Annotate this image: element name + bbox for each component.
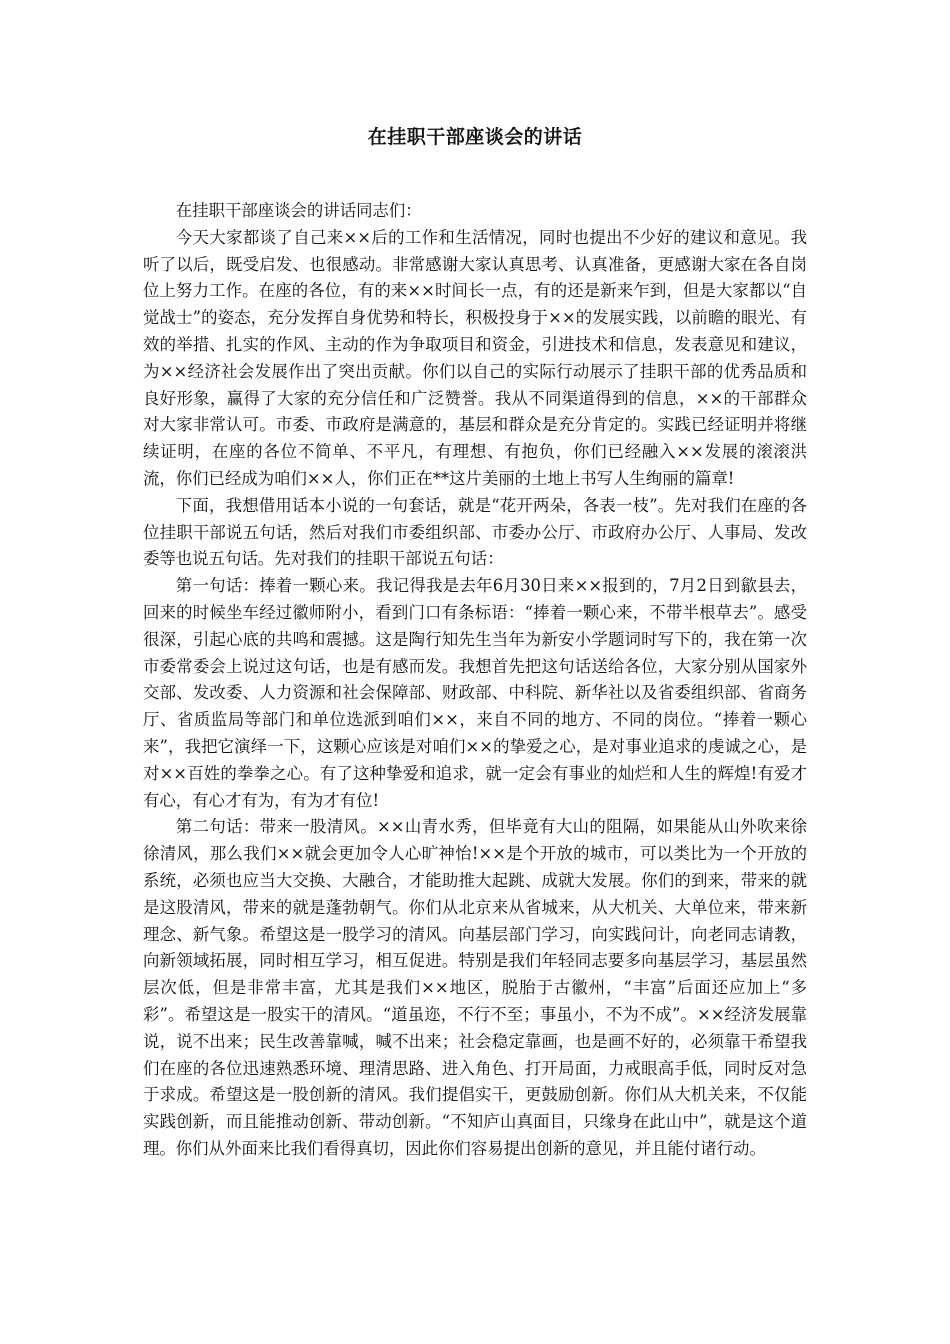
paragraph-opening: 今天大家都谈了自己来××后的工作和生活情况，同时也提出不少好的建议和意见。我听了以后，既受启发、也很感动。非常感谢大家认真思考、认真准备，更感谢大家在各自岗位上努力工作。在座的各位，有的来××时间长一点，有的还是新来乍到，但是大家都以“自觉战士”的姿态，充分发挥自身优势和特长，积极投身于××的发展实践，以前瞻的眼光、有效的举措、扎实的作风、主动的作为争取项目和资金，引进技术和信息，发表意见和建议，为××经济社会发展作出了突出贡献。你们以自己的实际行动展示了挂职干部的优秀品质和良好形象，赢得了大家的充分信任和广泛赞誉。我从不同渠道得到的信息，××的干部群众对大家非常认可。市委、市政府是满意的，基层和群众是充分肯定的。实践已经证明并将继续证明，在座的各位不简单、不平凡，有理想、有抱负，你们已经融入××发展的滚滚洪流，你们已经成为咱们××人，你们正在**这片美丽的土地上书写人生绚丽的篇章! bbox=[143, 227, 807, 488]
paragraph-transition: 下面，我想借用话本小说的一句套话，就是“花开两朵，各表一枝”。先对我们在座的各位挂职干部说五句话，然后对我们市委组织部、市委办公厅、市政府办公厅、人事局、发改委等也说五句话。先对我们的挂职干部说五句话： bbox=[143, 495, 807, 569]
document-body bbox=[143, 198, 807, 1163]
document-title: 在挂职干部座谈会的讲话 bbox=[367, 126, 583, 148]
paragraph-salutation: 在挂职干部座谈会的讲话同志们： bbox=[175, 201, 422, 220]
paragraph-second-point: 第二句话：带来一股清风。××山青水秀，但毕竟有大山的阻隔，如果能从山外吹来徐徐清风，那么我们××就会更加令人心旷神怡!××是个开放的城市，可以类比为一个开放的系统，必须也应当大交换、大融合，才能助推大起跳、成就大发展。你们的到来，带来的就是这股清风，带来的就是蓬勃朝气。你们从北京来从省城来，从大机关、大单位来，带来新理念、新气象。希望这是一股学习的清风。向基层部门学习，向实践问计，向老同志请教，向新领域拓展，同时相互学习，相互促进。特别是我们年轻同志要多向基层学习，基层虽然层次低，但是非常丰富，尤其是我们××地区，脱胎于古徽州，“丰富”后面还应加上“多彩”。希望这是一股实干的清风。“道虽迩，不行不至；事虽小，不为不成”。××经济发展靠说，说不出来；民生改善靠喊，喊不出来；社会稳定靠画，也是画不好的，必须靠干希望我们在座的各位迅速熟悉环境、理清思路、进入角色、打开局面，力戒眼高手低，同时反对急于求成。希望这是一股创新的清风。我们提倡实干，更鼓励创新。你们从大机关来，不仅能实践创新，而且能推动创新、带动创新。“不知庐山真面目，只缘身在此山中”，就是这个道理。你们从外面来比我们看得真切，因此你们容易提出创新的意见，并且能付诸行动。 bbox=[143, 817, 807, 1158]
paragraph-first-point: 第一句话：捧着一颗心来。我记得我是去年6月30日来××报到的，7月2日到歙县去，回来的时候坐车经过徽师附小，看到门口有条标语：“捧着一颗心来，不带半根草去”。感受很深，引起心底的共鸣和震撼。这是陶行知先生当年为新安小学题词时写下的，我在第一次市委常委会上说过这句话，也是有感而发。我想首先把这句话送给各位，大家分别从国家外交部、发改委、人力资源和社会保障部、财政部、中科院、新华社以及省委组织部、省商务厅、省质监局等部门和单位选派到咱们××，来自不同的地方、不同的岗位。“捧着一颗心来”，我把它演绎一下，这颗心应该是对咱们××的挚爱之心，是对事业追求的虔诚之心，是对××百姓的拳拳之心。有了这种挚爱和追求，就一定会有事业的灿烂和人生的辉煌!有爱才有心，有心才有为，有为才有位! bbox=[143, 576, 807, 810]
